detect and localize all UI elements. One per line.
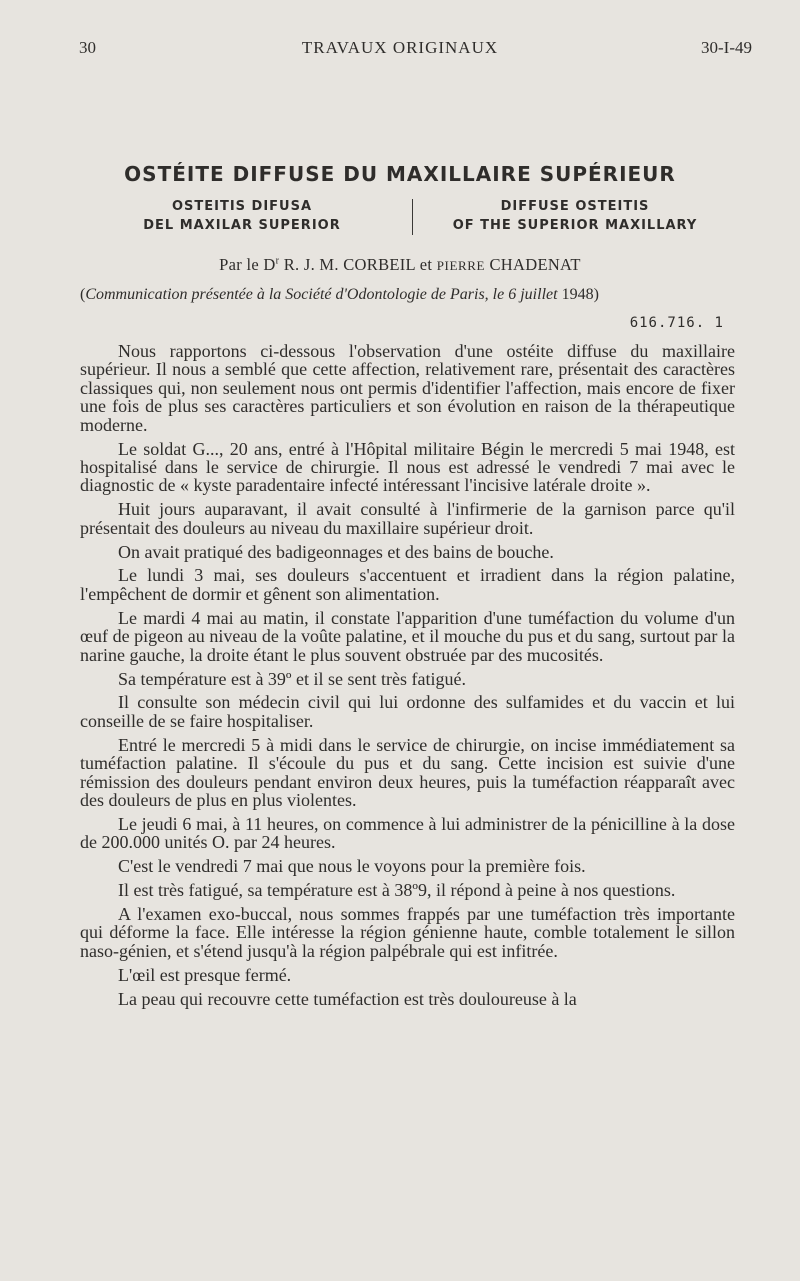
paragraph: Huit jours auparavant, il avait consulté à l'infirmerie de la garnison parce qu'il présentait des douleurs au niveau du maxillaire supérieur droit.: [80, 499, 735, 538]
subtitle-english-line: OF THE SUPERIOR MAXILLARY: [452, 218, 698, 233]
paragraph: Le lundi 3 mai, ses douleurs s'accentuent et irradient dans la région palatine, l'empêchent de dormir et gênent son alimentation.: [80, 565, 735, 604]
comm-open: (: [80, 286, 86, 303]
author-1: R. J. M. CORBEIL et: [279, 255, 437, 274]
paragraph: A l'examen exo-buccal, nous sommes frappés par une tuméfaction très importante qui déforme la face. Elle intéresse la région génienne haute, comble totalement le sillon naso-génien, et s'étend jusqu'à la région palpébrale qui est infitrée.: [80, 903, 735, 961]
paragraph: Entré le mercredi 5 à midi dans le service de chirurgie, on incise immédiatement sa tuméfaction palatine. Il s'écoule du pus et du sang. Cette incision est suivie d'une rémission des douleurs pendant environ deux heures, puis la tuméfaction réapparaît avec des douleurs de plus en plus violentes.: [80, 734, 735, 810]
paragraph: L'œil est presque fermé.: [118, 964, 292, 985]
classification-code: 616.716. 1: [629, 315, 724, 331]
paragraph: Le mardi 4 mai au matin, il constate l'apparition d'une tuméfaction du volume d'un œuf de pigeon au niveau de la voûte palatine, et il mouche du pus et du sang, surtout par la narine gauche, la droite étant le plus souvent obstruée par des mucosités.: [80, 607, 735, 665]
page-number: 30: [79, 38, 96, 57]
paragraph: On avait pratiqué des badigeonnages et des bains de bouche.: [118, 541, 554, 562]
subtitle-english: [415, 197, 735, 235]
paragraph: Sa température est à 39º et il se sent très fatigué.: [118, 668, 466, 689]
paragraph: C'est le vendredi 7 mai que nous le voyons pour la première fois.: [118, 856, 586, 877]
article-body: [80, 342, 735, 1014]
byline-prefix: Par le D: [219, 255, 276, 274]
paragraph: Nous rapportons ci-dessous l'observation d'une ostéite diffuse du maxillaire supérieur. Il nous a semblé que cette affection, relativement rare, présentait des caractères classiques qui, non seulement nous ont permis d'identifier l'affection, mais encore de fixer une fois de plus ses caractères particuliers et son évolution en raison de la thérapeutique moderne.: [80, 341, 735, 435]
comm-year: 1948): [557, 286, 599, 303]
paragraph: Il consulte son médecin civil qui lui ordonne des sulfamides et du vaccin et lui conseille de se faire hospitaliser.: [80, 692, 735, 731]
subtitle-spanish: [72, 197, 412, 235]
paragraph: Le jeudi 6 mai, à 11 heures, on commence à lui administrer de la pénicilline à la dose de 200.000 unités O. par 24 heures.: [80, 813, 735, 853]
subtitle-divider: [412, 199, 413, 235]
running-title: TRAVAUX ORIGINAUX: [301, 38, 499, 57]
author-2-last: CHADENAT: [485, 255, 581, 274]
paragraph: La peau qui recouvre cette tuméfaction est très douloureuse à la: [118, 988, 577, 1009]
comm-italic: Communication présentée à la Société d'Odontologie de Paris, le 6 juillet: [85, 286, 558, 303]
byline-sup: r: [275, 255, 280, 267]
paragraph: Il est très fatigué, sa température est à 38º9, il répond à peine à nos questions.: [118, 880, 676, 901]
subtitle-english-line: DIFFUSE OSTEITIS: [500, 199, 650, 214]
running-header: [0, 38, 800, 60]
issue-date: 30-I-49: [701, 38, 752, 57]
article-title: OSTÉITE DIFFUSE DU MAXILLAIRE SUPÉRIEUR: [124, 162, 676, 186]
byline: [0, 255, 800, 275]
author-2-first: PIERRE: [436, 258, 486, 273]
subtitle-spanish-line: DEL MAXILAR SUPERIOR: [143, 218, 341, 233]
paragraph: Le soldat G..., 20 ans, entré à l'Hôpital militaire Bégin le mercredi 5 mai 1948, est hospitalisé dans le service de chirurgie. Il nous est adressé le vendredi 7 mai avec le diagnostic de « kyste paradentaire infecté intéressant l'incisive latérale droite ».: [80, 438, 735, 496]
communication-note: [80, 286, 740, 304]
subtitle-spanish-line: OSTEITIS DIFUSA: [171, 199, 313, 214]
